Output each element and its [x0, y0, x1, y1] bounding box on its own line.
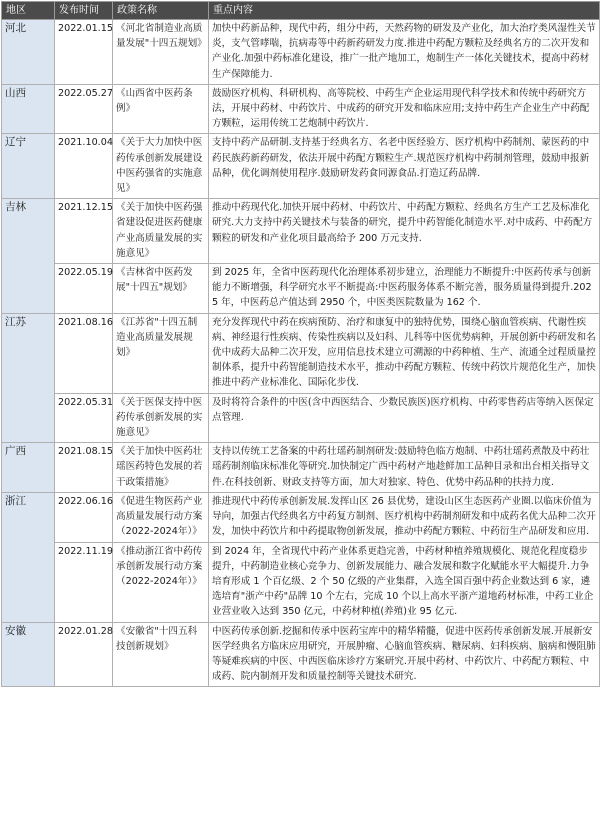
date-cell: 2022.05.19 [55, 264, 113, 314]
table-row [2, 313, 600, 393]
table-row [2, 84, 600, 134]
region-cell: 辽宁 [2, 134, 55, 199]
content-cell: 中医药传承创新.挖掘和传承中医药宝库中的精华精髓，促进中医药传承创新发展.开展新安医学经典名方临床应用研究，开展肿瘤、心脑血管疾病、糖尿病、妇科疾病、脑病和慢阻肺等疑难疾病的中医、中西医临床诊疗方案研究.开展中药材、中药饮片、中药配方颗粒、中成药、院内制剂开发和质量控制等关键技术研究. [209, 622, 600, 687]
date-cell: 2021.08.15 [55, 443, 113, 493]
content-cell: 鼓励医疗机构、科研机构、高等院校、中药生产企业运用现代科学技术和传统中药研究方法，开展中药材、中药饮片、中成药的研究开发和临床应用;支持中药生产企业生产中药配方颗粒，运用传统工艺炮制中药饮片. [209, 84, 600, 134]
header-content: 重点内容 [209, 2, 600, 20]
policy-name-cell: 《关于大力加快中医药传承创新发展建设中医药强省的实施意见》 [113, 134, 209, 199]
region-cell: 山西 [2, 84, 55, 134]
policy-table [1, 1, 600, 687]
date-cell: 2022.11.19 [55, 542, 113, 622]
content-cell: 推进现代中药传承创新发展.发挥山区 26 县优势，建设山区生态医药产业圈.以临床价值为导向，加强古代经典名方中药复方制剂、医疗机构中药制剂研发和中成药名优大品种二次开发，加快中药饮片和中药提取物创新发展，推动中药配方颗粒、中药衍生产品研发和应用. [209, 492, 600, 542]
header-policy-name: 政策名称 [113, 2, 209, 20]
policy-name-cell: 《江苏省"十四五制造业高质量发展规划》 [113, 313, 209, 393]
region-cell: 河北 [2, 20, 55, 85]
content-cell: 到 2024 年，全省现代中药产业体系更趋完善，中药材种植养殖规模化、规范化程度稳步提升，中药制造业核心竞争力、创新发展能力、融合发展和数字化赋能水平大幅提升.力争培育形成 1 个百亿级、2 个 50 亿级的产业集群，入选全国百强中药企业数达到 6 家，遴选培育"浙产中药"品牌 10 个左右，完成 10 个以上高水平浙产道地药材标准，中药工业企业营业收入达到 350 亿元，中药材种植(养殖)业 95 亿元. [209, 542, 600, 622]
date-cell: 2021.08.16 [55, 313, 113, 393]
table-row [2, 393, 600, 443]
date-cell: 2022.06.16 [55, 492, 113, 542]
content-cell: 支持中药产品研制.支持基于经典名方、名老中医经验方、医疗机构中药制剂、蒙医药的中药民族药新药研发，依法开展中药配方颗粒生产.规范医疗机构中药制剂管理，鼓励申报新品种，优化调剂使用程序.鼓励研发药食同源食品.打造辽药品牌. [209, 134, 600, 199]
region-cell: 吉林 [2, 199, 55, 313]
content-cell: 到 2025 年，全省中医药现代化治理体系初步建立，治理能力不断提升:中医药传承与创新能力不断增强，科学研究水平不断提高:中医药服务体系不断完善，服务质量得到提升.2025 年，中医药总产值达到 2950 个，中医类医院数量为 162 个. [209, 264, 600, 314]
policy-name-cell: 《河北省制造业高质量发展"十四五规划》 [113, 20, 209, 85]
content-cell: 加快中药新品种，现代中药，组分中药，天然药物的研发及产业化，加大治疗类风湿性关节炎，支气管哮喘，抗病毒等中药新药研发力度.推进中药配方颗粒及经典名方的二次开发和产业化.加强中药标准化建设，推广一批产地加工，炮制生产一体化关键技术，提高中药材生产保障能力. [209, 20, 600, 85]
policy-name-cell: 《推动浙江省中药传承创新发展行动方案（2022-2024年）》 [113, 542, 209, 622]
date-cell: 2021.10.04 [55, 134, 113, 199]
date-cell: 2022.05.27 [55, 84, 113, 134]
date-cell: 2022.01.15 [55, 20, 113, 85]
region-cell: 浙江 [2, 492, 55, 622]
date-cell: 2022.01.28 [55, 622, 113, 687]
table-row [2, 264, 600, 314]
policy-name-cell: 《促进生物医药产业高质量发展行动方案（2022-2024年）》 [113, 492, 209, 542]
header-date: 发布时间 [55, 2, 113, 20]
header-region: 地区 [2, 2, 55, 20]
policy-name-cell: 《关于加快中医药强省建设促进医药健康产业高质量发展的实施意见》 [113, 199, 209, 264]
content-cell: 及时将符合条件的中医(含中西医结合、少数民族医)医疗机构、中药零售药店等纳入医保定点管理. [209, 393, 600, 443]
date-cell: 2021.12.15 [55, 199, 113, 264]
header-row [2, 2, 600, 20]
table-row [2, 542, 600, 622]
table-row [2, 492, 600, 542]
table-row [2, 443, 600, 493]
content-cell: 推动中药现代化.加快开展中药材、中药饮片、中药配方颗粒、经典名方生产工艺及标准化研究.大力支持中药关键技术与装备的研究，提升中药智能化制造水平.对中成药、中药配方颗粒的研发和产业化项目最高给予 200 万元支持. [209, 199, 600, 264]
policy-name-cell: 《安徽省"十四五科技创新规划》 [113, 622, 209, 687]
policy-name-cell: 《关于加快中医药壮瑶医药特色发展的若干政策措施》 [113, 443, 209, 493]
table-row [2, 622, 600, 687]
content-cell: 支持以传统工艺备案的中药壮瑶药制剂研发:鼓励特色临方炮制、中药壮瑶药煮散及中药壮瑶药制剂临床标准化等研究.加快制定广西中药材产地趁鲜加工品种目录和出台相关指导文件.在科技创新、财政支持等方面，加大对独家、特色、优势中药品种的扶持力度. [209, 443, 600, 493]
date-cell: 2022.05.31 [55, 393, 113, 443]
policy-name-cell: 《关于医保支持中医药传承创新发展的实施意见》 [113, 393, 209, 443]
policy-name-cell: 《山西省中医药条例》 [113, 84, 209, 134]
region-cell: 广西 [2, 443, 55, 493]
table-row [2, 199, 600, 264]
region-cell: 江苏 [2, 313, 55, 443]
table-row [2, 20, 600, 85]
policy-name-cell: 《吉林省中医药发展"十四五"规划》 [113, 264, 209, 314]
content-cell: 充分发挥现代中药在疾病预防、治疗和康复中的独特优势，围绕心脑血管疾病、代谢性疾病、神经退行性疾病、传染性疾病以及妇科、儿科等中医优势病种，开展创新中药研发和名优中成药大品种二次开发，应用信息技术建立可溯源的中药种植、生产、流通全过程质量控制体系，提升中药智能制造技术水平，推动中药配方颗粒、传统中药饮片规范化生产，加快推进中药产业标准化、国际化步伐. [209, 313, 600, 393]
region-cell: 安徽 [2, 622, 55, 687]
table-row [2, 134, 600, 199]
